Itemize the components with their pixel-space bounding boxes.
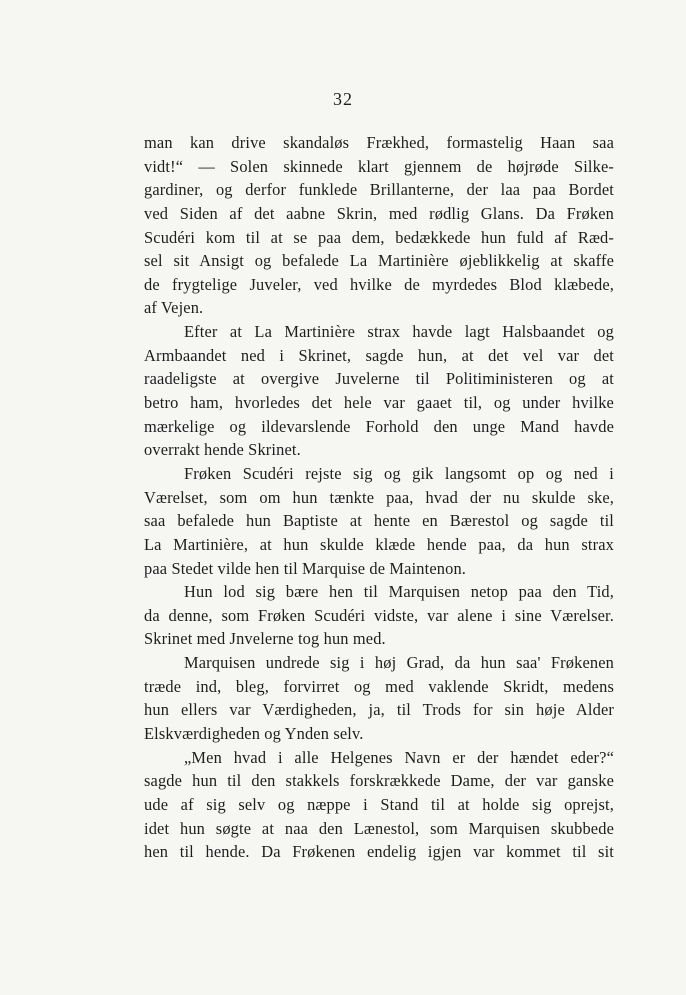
text-line: Frøken Scudéri rejste sig og gik langsomt op og ned i xyxy=(184,463,614,483)
text-line: Hun lod sig bære hen til Marquisen netop paa den Tid, xyxy=(184,582,614,602)
text-line: sel sit Ansigt og befalede La Martinière øjeblikkelig at skaffe xyxy=(144,251,614,271)
text-line: Marquisen undrede sig i høj Grad, da hun saa' Frøkenen xyxy=(184,653,614,673)
body-text xyxy=(144,131,614,864)
text-line: „Men hvad i alle Helgenes Navn er der hændet eder?“ xyxy=(184,747,614,767)
text-line: Efter at La Martinière strax havde lagt Halsbaandet og xyxy=(184,322,614,342)
text-line: Armbaandet ned i Skrinet, sagde hun, at det vel var det xyxy=(144,345,614,365)
text-line: man kan drive skandaløs Frækhed, formastelig Haan saa xyxy=(144,133,614,152)
text-line: vidt!“ — Solen skinnede klart gjennem de højrøde Silke- xyxy=(144,156,614,176)
text-line: ved Siden af det aabne Skrin, med rødlig Glans. Da Frøken xyxy=(144,203,614,223)
text-line: La Martinière, at hun skulde klæde hende paa, da hun strax xyxy=(144,534,614,554)
text-line: gardiner, og derfor funklede Brillanterne, der laa paa Bordet xyxy=(144,180,614,200)
text-line: idet hun søgte at naa den Lænestol, som Marquisen skubbede xyxy=(144,818,614,838)
text-line: mærkelige og ildevarslende Forhold den unge Mand havde xyxy=(144,416,614,436)
text-line: de frygtelige Juveler, ved hvilke de myrdedes Blod klæbede, xyxy=(144,274,614,294)
paragraph xyxy=(144,580,614,651)
text-line: Elskværdigheden og Ynden selv. xyxy=(144,724,364,744)
text-line: da denne, som Frøken Scudéri vidste, var alene i sine Værelser. xyxy=(144,605,614,625)
text-line: Skrinet med Jnvelerne tog hun med. xyxy=(144,629,386,649)
page-number: 32 xyxy=(333,89,353,109)
text-line: træde ind, bleg, forvirret og med vaklende Skridt, medens xyxy=(144,676,614,696)
text-line: sagde hun til den stakkels forskrækkede Dame, der var ganske xyxy=(144,771,614,791)
text-line: overrakt hende Skrinet. xyxy=(144,440,301,460)
paragraph xyxy=(144,746,614,864)
text-line: paa Stedet vilde hen til Marquise de Maintenon. xyxy=(144,558,467,578)
text-line: ude af sig selv og næppe i Stand til at holde sig oprejst, xyxy=(144,794,614,814)
text-line: af Vejen. xyxy=(144,298,204,318)
paragraph xyxy=(144,131,614,320)
paragraph xyxy=(144,462,614,580)
text-line: Scudéri kom til at se paa dem, bedækkede hun fuld af Ræd- xyxy=(144,227,614,247)
text-line: betro ham, hvorledes det hele var gaaet til, og under hvilke xyxy=(144,393,614,413)
paragraph xyxy=(144,320,614,462)
text-line: saa befalede hun Baptiste at hente en Bærestol og sagde til xyxy=(144,511,614,531)
text-line: raadeligste at overgive Juvelerne til Politiministeren og at xyxy=(144,369,614,389)
paragraph xyxy=(144,651,614,746)
text-line: Værelset, som om hun tænkte paa, hvad der nu skulde ske, xyxy=(144,487,614,507)
text-line: hun ellers var Værdigheden, ja, til Trods for sin høje Alder xyxy=(144,700,614,720)
text-line: hen til hende. Da Frøkenen endelig igjen var kommet til sit xyxy=(144,842,614,862)
